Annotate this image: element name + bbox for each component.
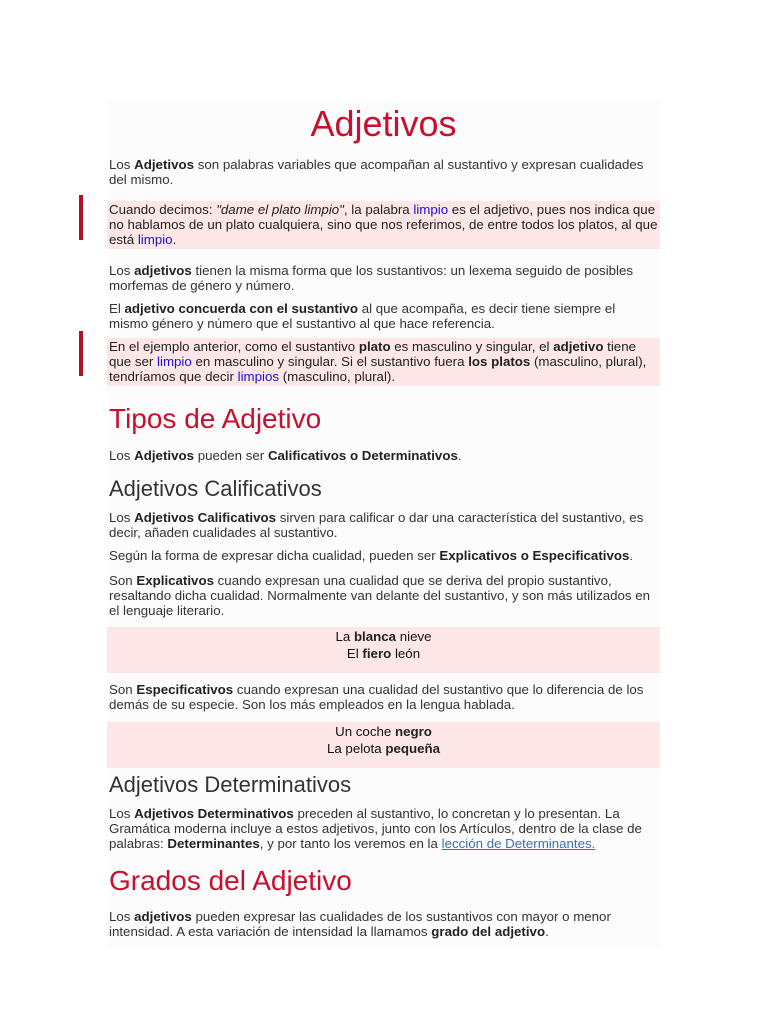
- paragraph-forma-cualidad: Según la forma de expresar dicha cualidad, pueden ser Explicativos o Especificativos.: [109, 548, 634, 563]
- example-line: Un coche negro: [335, 724, 432, 739]
- example-block-especificativos: [107, 722, 660, 768]
- paragraph-concordancia: El adjetivo concuerda con el sustantivo al que acompaña, es decir tiene siempre el mismo género y número que el sustantivo al que hace referencia.: [109, 301, 616, 331]
- article-content: [107, 100, 660, 947]
- note-bar-1: [79, 195, 83, 240]
- paragraph-calificativos: Los Adjetivos Calificativos sirven para calificar o dar una característica del sustantivo, es decir, añaden cualidades al sustantivo.: [109, 510, 644, 540]
- example-line: La pelota pequeña: [326, 741, 441, 756]
- example-line: La blanca nieve: [335, 629, 432, 644]
- paragraph-explicativos: Son Explicativos cuando expresan una cualidad que se deriva del propio sustantivo, resaltando dicha cualidad. Normalmente van delante del sustantivo, y son más utilizados en el lenguaje literario.: [109, 573, 651, 618]
- heading-tipos: Tipos de Adjetivo: [109, 403, 322, 434]
- heading-calificativos: Adjetivos Calificativos: [109, 476, 322, 501]
- note-block-1: Cuando decimos: "dame el plato limpio", la palabra limpio es el adjetivo, pues nos indica que no hablamos de un plato cualquiera, sino que nos referimos, de entre todos los platos, al que está limpio.: [107, 201, 660, 249]
- paragraph-tipos: Los Adjetivos pueden ser Calificativos o Determinativos.: [109, 448, 462, 463]
- paragraph-especificativos: Son Especificativos cuando expresan una cualidad del sustantivo que lo diferencia de los demás de su especie. Son los más empleados en la lengua hablada.: [109, 682, 644, 712]
- note-bar-2: [79, 331, 83, 376]
- paragraph-determinativos: Los Adjetivos Determinativos preceden al sustantivo, lo concretan y lo presentan. La Gramática moderna incluye a estos adjetivos, junto con los Artículos, dentro de la clase de palabras: Determinantes, y por tanto los veremos en la lección de Determinantes.: [109, 806, 642, 851]
- heading-grados: Grados del Adjetivo: [109, 865, 352, 896]
- heading-determinativos: Adjetivos Determinativos: [109, 772, 352, 797]
- intro-paragraph: Los Adjetivos son palabras variables que acompañan al sustantivo y expresan cualidades del mismo.: [109, 157, 644, 187]
- example-line: El fiero león: [346, 646, 421, 661]
- note-block-2: En el ejemplo anterior, como el sustantivo plato es masculino y singular, el adjetivo tiene que ser limpio en masculino y singular. Si el sustantivo fuera los platos (masculino, plural), tendríamos que decir limpios (masculino, plural).: [107, 338, 660, 386]
- paragraph-forma: Los adjetivos tienen la misma forma que los sustantivos: un lexema seguido de posibles morfemas de género y número.: [109, 263, 634, 293]
- paragraph-grados: Los adjetivos pueden expresar las cualidades de los sustantivos con mayor o menor intensidad. A esta variación de intensidad la llamamos grado del adjetivo.: [109, 909, 611, 939]
- determinantes-lesson-link[interactable]: lección de Determinantes.: [441, 836, 596, 851]
- page-title: Adjetivos: [310, 103, 457, 144]
- example-block-explicativos: [107, 627, 660, 673]
